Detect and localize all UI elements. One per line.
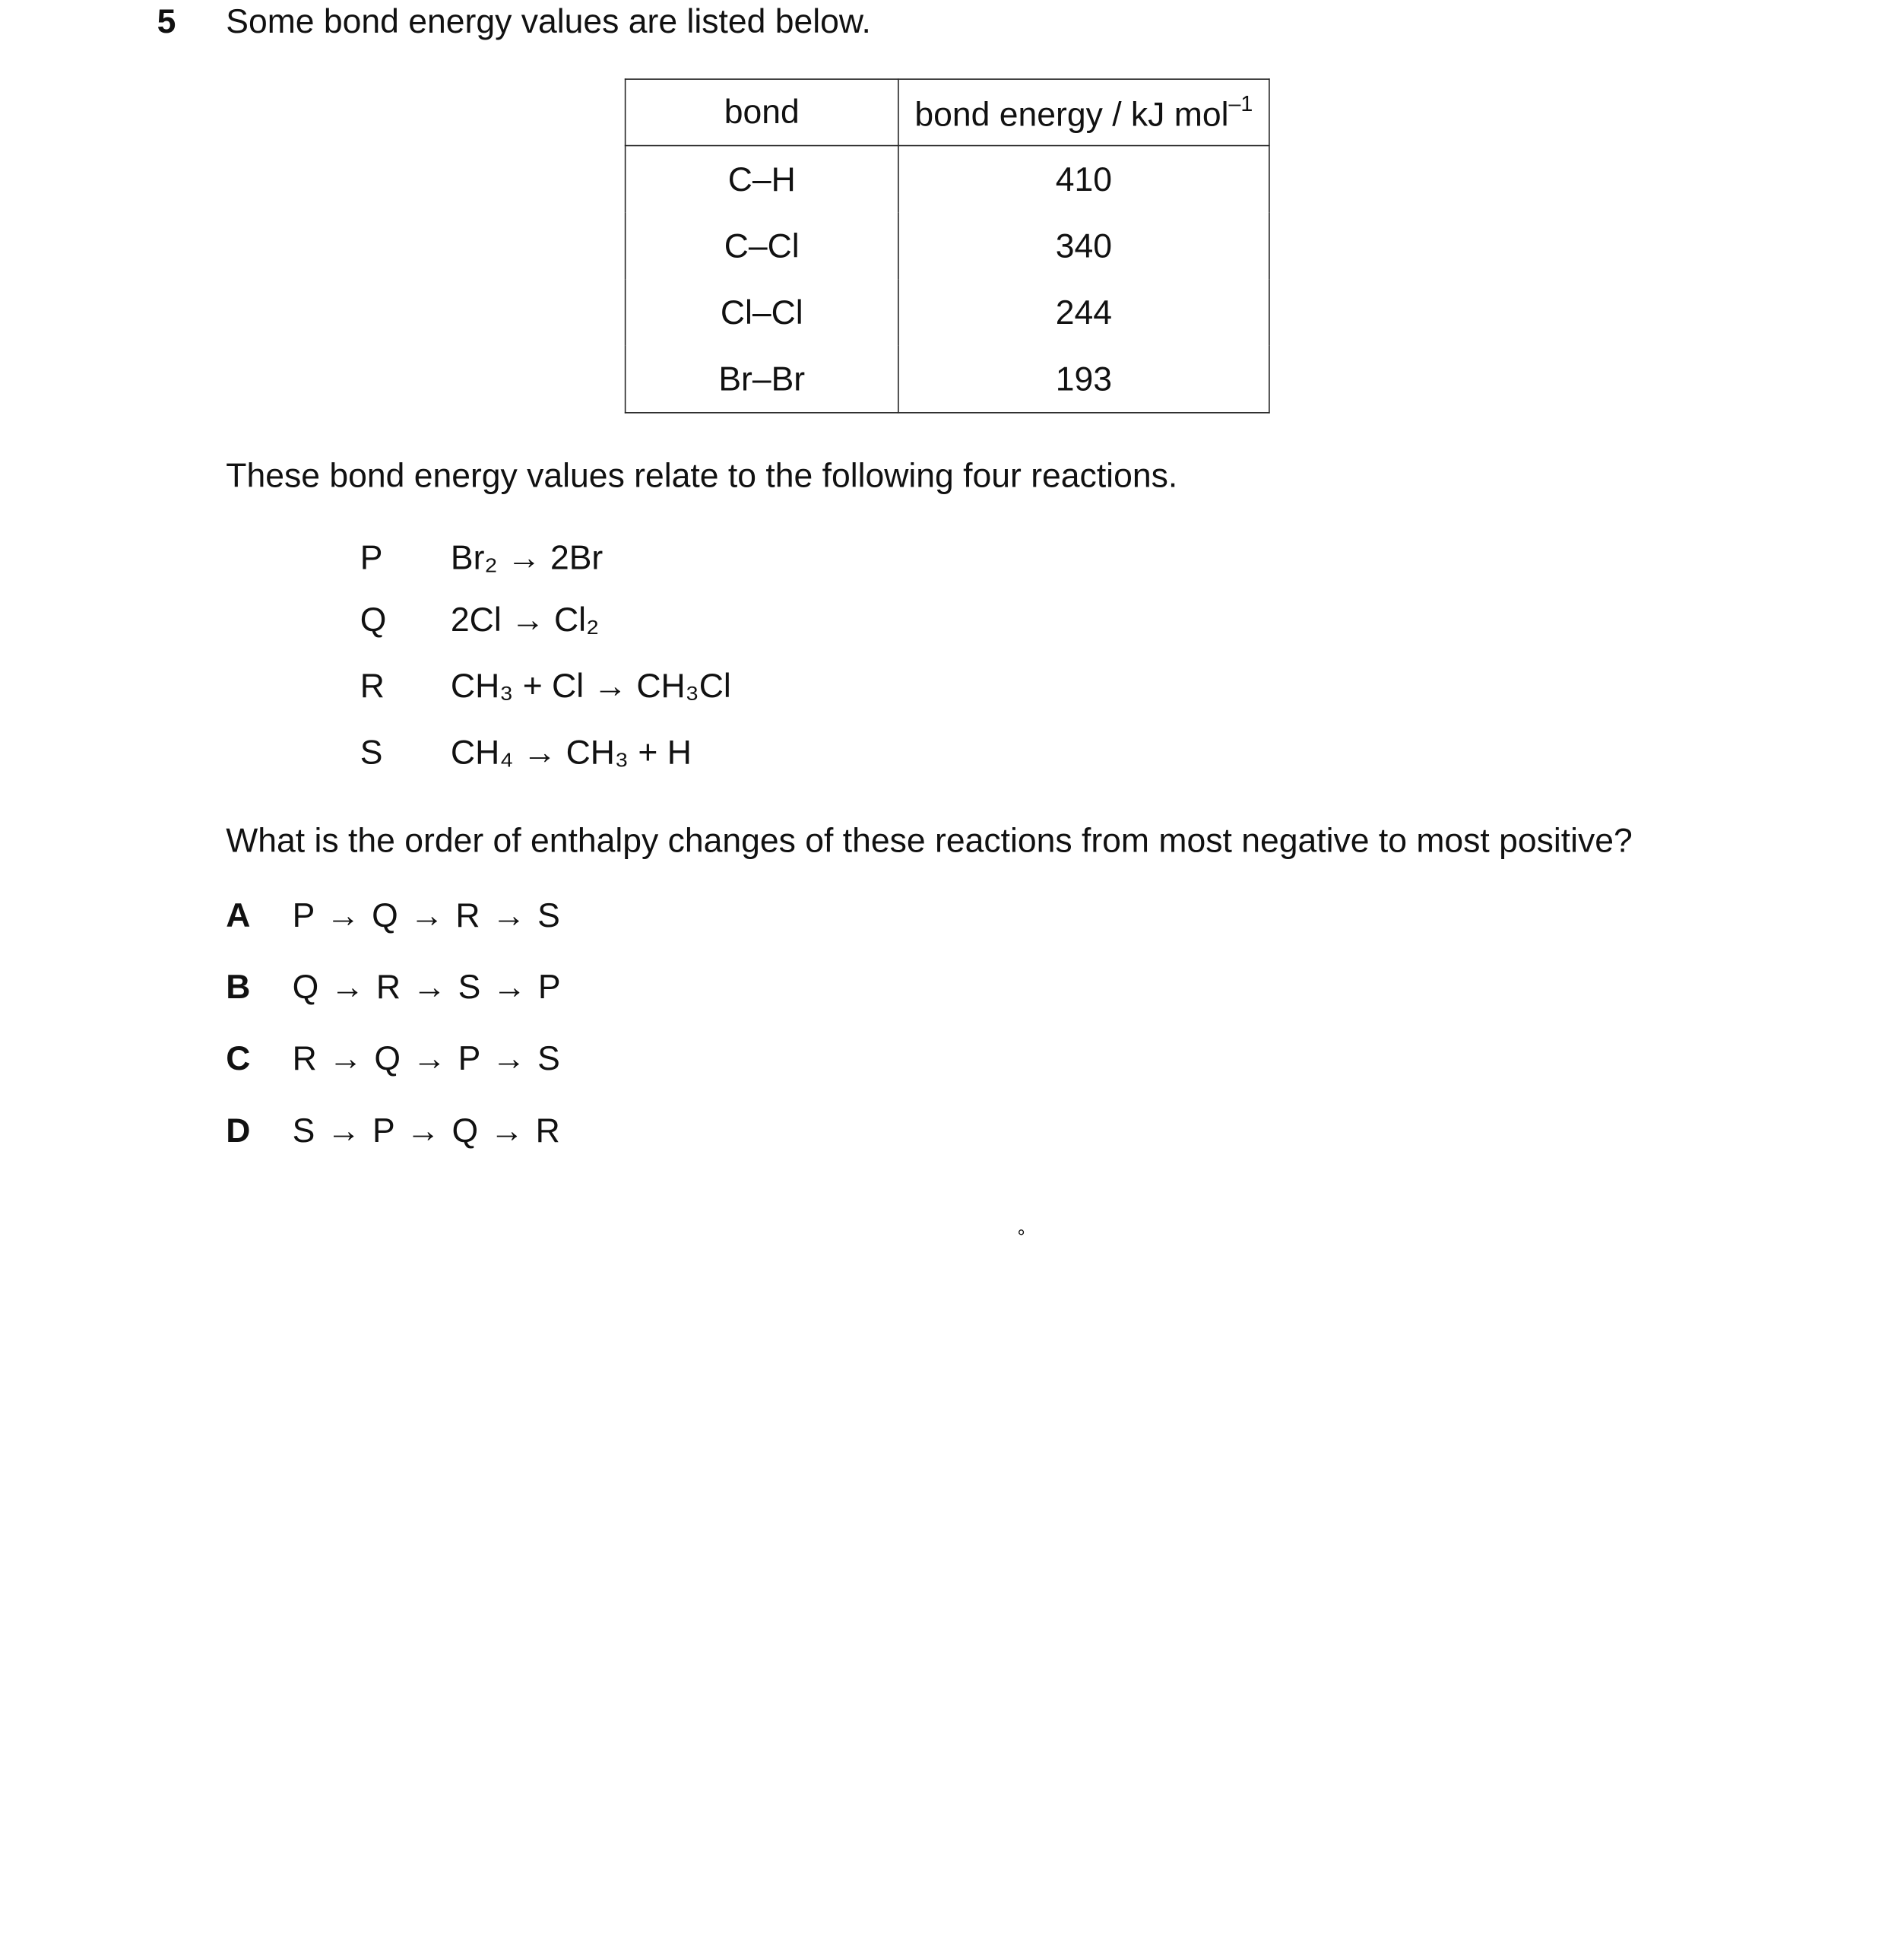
bond-cell: Cl–Cl [626,279,898,345]
reaction-equation: CH₃ + Cl → CH₃Cl [450,667,731,705]
table-row [626,279,1269,345]
bond-cell: Br–Br [626,346,898,413]
option-sequence: R → Q → P → S [292,1039,560,1077]
table-row [626,346,1269,413]
option-letter: C [226,1039,251,1077]
header-energy-exponent: –1 [1228,91,1253,116]
option-letter: A [226,896,251,934]
option-letter: D [226,1112,251,1150]
energy-cell: 340 [898,213,1269,279]
question-prompt: What is the order of enthalpy changes of these reactions from most negative to most positive? [226,821,1633,860]
option-sequence: P → Q → R → S [292,896,560,934]
header-bond-energy [898,79,1269,145]
reaction-equation: 2Cl → Cl₂ [450,601,600,639]
option-letter: B [226,968,251,1006]
energy-cell: 193 [898,346,1269,413]
reaction-letter: P [360,538,383,577]
table-row [626,146,1269,213]
reaction-letter: S [360,733,383,772]
question-intro: Some bond energy values are listed below. [226,2,871,40]
reaction-letter: R [360,667,385,705]
table-header-row [626,79,1269,145]
reactions-intro: These bond energy values relate to the following four reactions. [226,456,1178,495]
option-sequence: S → P → Q → R [292,1112,560,1150]
energy-cell: 410 [898,146,1269,213]
bond-cell: C–Cl [626,213,898,279]
reaction-equation: Br₂ → 2Br [450,538,604,577]
option-sequence: Q → R → S → P [292,968,561,1006]
bond-energy-table [625,78,1270,413]
page-footer-mark: ° [1017,1228,1025,1249]
energy-cell: 244 [898,279,1269,345]
header-bond: bond [626,79,898,145]
table-row [626,213,1269,279]
reaction-equation: CH₄ → CH₃ + H [450,733,692,772]
bond-cell: C–H [626,146,898,213]
question-number: 5 [157,2,176,40]
header-energy-label: bond energy / kJ mol [914,94,1229,133]
reaction-letter: Q [360,601,387,639]
